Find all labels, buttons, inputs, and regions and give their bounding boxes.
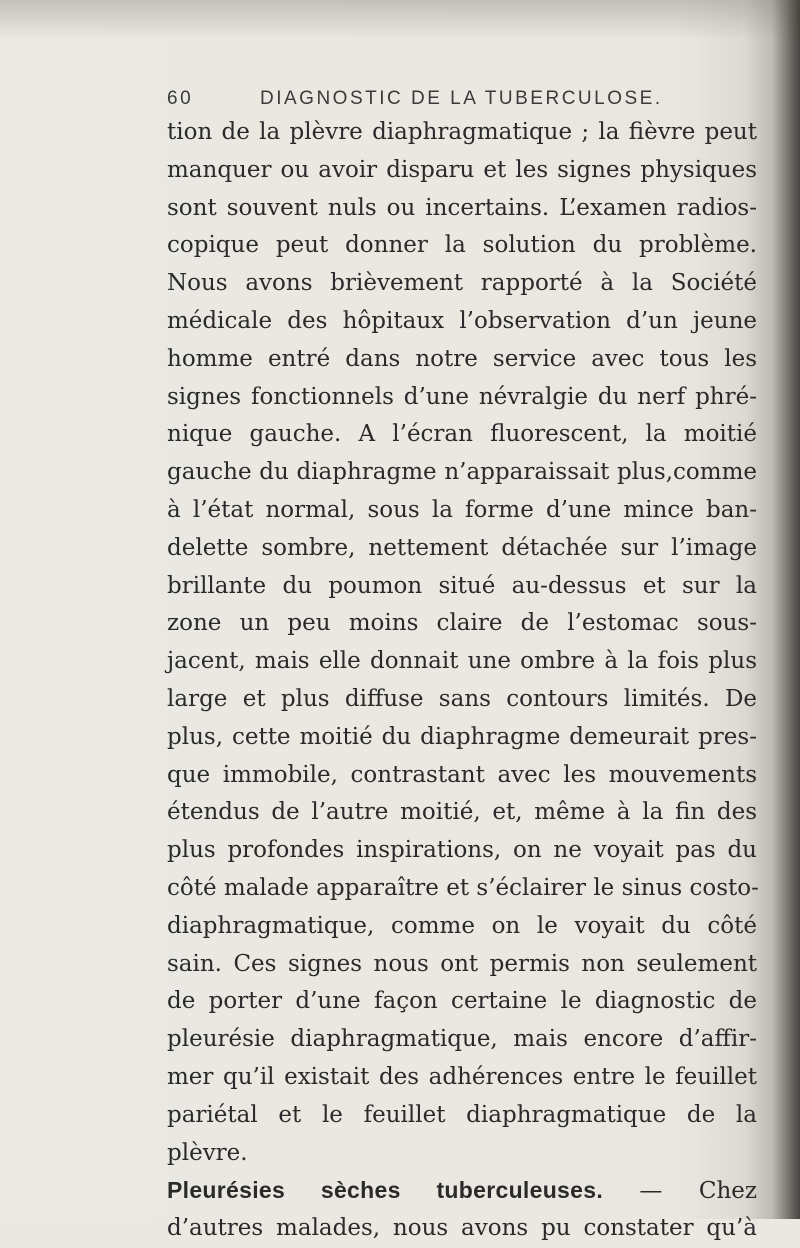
text-line: pariétal et le feuillet diaphragmatique de la	[167, 1101, 757, 1128]
text-line: médicale des hôpitaux l’observation d’un jeune	[167, 307, 757, 334]
text-line: sain. Ces signes nous ont permis non seulement	[167, 950, 757, 977]
text-line: étendus de l’autre moitié, et, même à la fin des	[167, 799, 757, 826]
text-line: diaphragmatique, comme on le voyait du côté	[167, 912, 757, 939]
text-line: à l’état normal, sous la forme d’une mince ban-	[167, 496, 757, 523]
text-line: large et plus diffuse sans contours limités. De	[167, 685, 757, 712]
text-line: jacent, mais elle donnait une ombre à la fois plus	[167, 648, 757, 675]
page-top-shadow	[0, 0, 800, 40]
text-line: delette sombre, nettement détachée sur l’image	[167, 534, 757, 561]
text-line: homme entré dans notre service avec tous les	[167, 345, 757, 372]
text-line: brillante du poumon situé au-dessus et sur la	[167, 572, 757, 599]
body-text	[167, 114, 757, 1248]
text-line: copique peut donner la solution du problème.	[167, 232, 757, 259]
text-line: de porter d’une façon certaine le diagnostic de	[167, 988, 757, 1015]
text-line: sont souvent nuls ou incertains. L’examen radios-	[167, 194, 757, 221]
section-heading-line	[167, 1172, 757, 1210]
section-title-continuation: — Chez	[603, 1178, 757, 1205]
text-line: d’autres malades, nous avons pu constater qu’à	[167, 1215, 757, 1242]
text-line: pleurésie diaphragmatique, mais encore d’affir-	[167, 1026, 757, 1053]
text-line: que immobile, contrastant avec les mouvements	[167, 761, 757, 788]
text-line: côté malade apparaître et s’éclairer le sinus costo-	[167, 874, 759, 901]
page-edge-shadow	[772, 0, 800, 1219]
text-line: manquer ou avoir disparu et les signes physiques	[167, 156, 757, 183]
running-title: DIAGNOSTIC DE LA TUBERCULOSE.	[260, 88, 663, 109]
text-line: gauche du diaphragme n’apparaissait plus,comme	[167, 459, 757, 486]
text-line: signes fonctionnels d’une névralgie du nerf phré-	[167, 383, 757, 410]
text-line: plus, cette moitié du diaphragme demeurait pres-	[167, 723, 757, 750]
text-line: zone un peu moins claire de l’estomac sous-	[167, 610, 757, 637]
page-number: 60	[167, 88, 194, 109]
text-line: Nous avons brièvement rapporté à la Société	[167, 270, 757, 297]
text-line: plèvre.	[167, 1139, 248, 1166]
text-line: tion de la plèvre diaphragmatique ; la fièvre peut	[167, 119, 757, 145]
text-line: plus profondes inspirations, on ne voyait pas du	[167, 837, 757, 864]
text-line: mer qu’il existait des adhérences entre le feuillet	[167, 1063, 757, 1090]
section-title: Pleurésies sèches tuberculeuses.	[167, 1177, 604, 1204]
text-line: nique gauche. A l’écran fluorescent, la moitié	[167, 421, 757, 448]
